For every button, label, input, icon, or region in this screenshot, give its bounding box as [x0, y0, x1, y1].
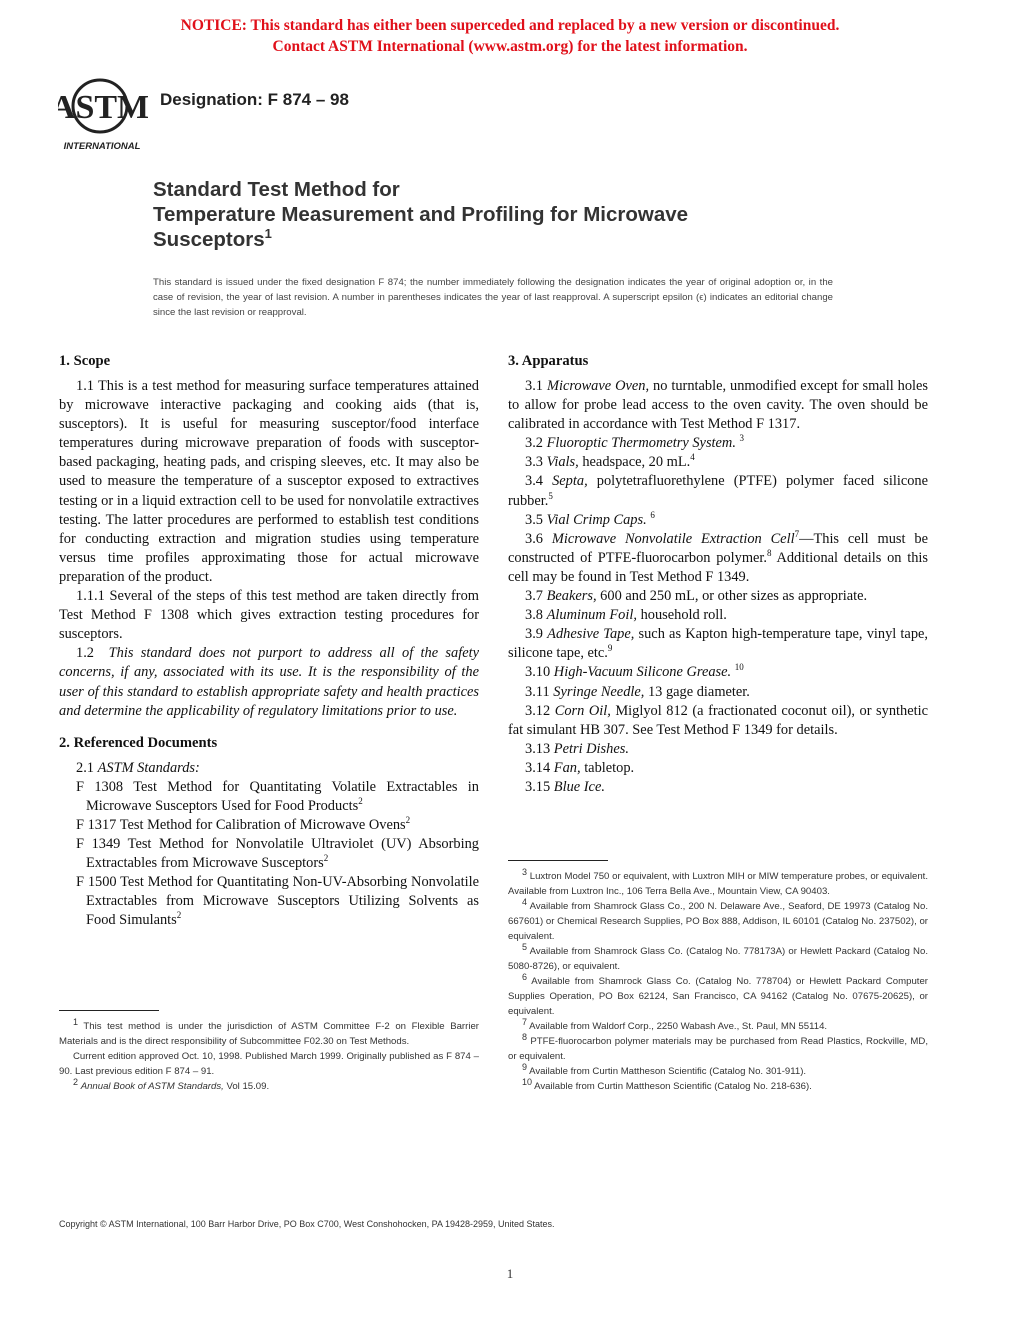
footnote-3: $^3$ Luxtron Model 750 or equivalent, with Luxtron MIH or MIW temperature probes, or equivalent. Available from Luxtron Inc., 106 Terra Bella Ave., Mountain View, CA 90403. — [508, 866, 928, 897]
footnote-9: $^9$ Available from Curtin Mattheson Scientific (Catalog No. 301-911). — [522, 1061, 807, 1077]
ref-item: F 1317 Test Method for Calibration of Microwave Ovens$^2$ — [76, 815, 411, 833]
notice-banner — [0, 15, 1020, 57]
astm-logo — [58, 74, 148, 154]
apparatus-3-2: 3.2 Fluoroptic Thermometry System. $^3$ — [525, 433, 745, 452]
notice-line-1: NOTICE: This standard has either been superceded and replaced by a new version or discontinued. — [180, 17, 840, 34]
footnote-1b: Current edition approved Oct. 10, 1998. Published March 1999. Originally published as F 874 – 90. Last previous edition F 874 – 91. — [59, 1051, 479, 1077]
footnote-1: $^1$ This test method is under the jurisdiction of ASTM Committee F-2 on Flexible Barrier Materials and is the direct responsibility of Subcommittee F02.30 on Test Methods. — [59, 1016, 479, 1047]
apparatus-3-11: 3.11 Syringe Needle, 13 gage diameter. — [525, 683, 750, 700]
ref-item: F 1308 Test Method for Quantitating Volatile Extractables in Microwave Susceptors Used for Food Products$^2$ — [76, 778, 479, 814]
apparatus-3-1: 3.1 Microwave Oven, no turntable, unmodified except for small holes to allow for probe lead access to the oven cavity. The oven should be calibrated in accordance with Test Method F 1317. — [508, 378, 929, 433]
refs-heading: 2. Referenced Documents — [59, 734, 218, 751]
apparatus-3-5: 3.5 Vial Crimp Caps. $^6$ — [525, 509, 655, 528]
apparatus-3-15: 3.15 Blue Ice. — [525, 778, 605, 795]
apparatus-3-7: 3.7 Beakers, 600 and 250 mL, or other sizes as appropriate. — [525, 588, 868, 605]
apparatus-3-12: 3.12 Corn Oil, Miglyol 812 (a fractionated coconut oil), or synthetic fat simulant HB 307. See Test Method F 1349 for details. — [508, 702, 928, 738]
refs-subheading: 2.1 ASTM Standards: — [76, 759, 200, 776]
apparatus-3-6: 3.6 Microwave Nonvolatile Extraction Cell$^7$—This cell must be constructed of PTFE-fluorocarbon polymer.$^8$ Additional details on this cell may be found in Test Method F 1349. — [508, 528, 928, 585]
scope-1-1: 1.1 This is a test method for measuring surface temperatures attained by microwave interactive packaging and cooking aids (that is, susceptors). It is useful for measuring susceptor/food interface temperatures during microwave preparation of foods with susceptor-based packaging, heating pads, and crisping sleeves, etc. It may also be used to measure the temperature of a susceptor exposed to extractives testing or in a liquid extraction cell to be used for nonvolatile extractives testing. The latter procedures are performed to establish test conditions for conducting extraction and migration studies using temperature versus time profiles approximating those for actual microwave preparation of the product. — [59, 378, 479, 585]
footnotes-left — [59, 1016, 479, 1094]
copyright: Copyright © ASTM International, 100 Barr Harbor Drive, PO Box C700, West Conshohocken, PA 19428-2959, United States. — [59, 1219, 555, 1229]
apparatus-3-14: 3.14 Fan, tabletop. — [525, 759, 635, 776]
footnote-10: $^{10}$ Available from Curtin Mattheson Scientific (Catalog No. 218-636). — [522, 1076, 812, 1092]
apparatus-3-9: 3.9 Adhesive Tape, such as Kapton high-temperature tape, vinyl tape, silicone tape, etc.$^9$ — [508, 626, 928, 662]
footnote-5: $^5$ Available from Shamrock Glass Co. (Catalog No. 778173A) or Hewlett Packard (Catalog No. 5080-8726), or equivalent. — [508, 941, 928, 972]
scope-1-1-1: 1.1.1 Several of the steps of this test method are taken directly from Test Method F 1308 which gives extraction testing procedures for susceptors. — [59, 588, 479, 643]
apparatus-heading: 3. Apparatus — [508, 353, 589, 369]
scope-1-2: 1.2 This standard does not purport to address all of the safety concerns, if any, associated with its use. It is the responsibility of the user of this standard to establish appropriate safety and health practices and determine the applicability of regulatory limitations prior to use. — [59, 645, 479, 719]
apparatus-3-8: 3.8 Aluminum Foil, household roll. — [525, 607, 727, 624]
footnote-6: $^6$ Available from Shamrock Glass Co. (Catalog No. 778704) or Hewlett Packard Computer Supplies Operation, PO Box 62124, San Francisco, CA 94162 (Catalog No. 07675-20625), or equivalent. — [508, 971, 928, 1017]
logo-text: INTERNATIONAL — [63, 141, 141, 152]
apparatus-3-4: 3.4 Septa, polytetrafluorethylene (PTFE) polymer faced silicone rubber.$^5$ — [508, 473, 928, 509]
intro-paragraph: This standard is issued under the fixed designation F 874; the number immediately following the designation indicates the year of original adoption or, in the case of revision, the year of last revision. A number in parentheses indicates the year of last reapproval. A superscript epsilon (ϵ) indicates an editorial change since the last revision or reapproval. — [153, 277, 833, 318]
footnote-7: $^7$ Available from Waldorf Corp., 2250 Wabash Ave., St. Paul, MN 55114. — [522, 1016, 828, 1032]
footnote-2: $^2$ Annual Book of ASTM Standards, Vol 15.09. — [73, 1076, 270, 1092]
footnote-8: $^8$ PTFE-fluorocarbon polymer materials may be purchased from Read Plastics, Rockville, MD, or equivalent. — [508, 1031, 928, 1062]
refs-list — [59, 778, 479, 931]
title-line-3: Susceptors — [153, 228, 265, 251]
title-line-2: Temperature Measurement and Profiling for Microwave — [153, 203, 689, 226]
footnote-rule-left — [59, 1010, 159, 1011]
footnote-4: $^4$ Available from Shamrock Glass Co., 200 N. Delaware Ave., Seaford, DE 19973 (Catalog No. 667601) or Chemical Research Supplies, PO Box 888, Addison, IL 60101 (Catalog No. 237502), or equivalent. — [508, 896, 928, 942]
title-footnote-mark: 1 — [264, 226, 272, 242]
footnotes-right — [508, 866, 928, 1094]
apparatus-3-10: 3.10 High-Vacuum Silicone Grease. $^{10}$ — [525, 662, 744, 681]
title-line-1: Standard Test Method for — [153, 178, 400, 201]
scope-heading: 1. Scope — [59, 353, 111, 369]
designation: Designation: F 874 – 98 — [160, 90, 349, 109]
ref-item: F 1349 Test Method for Nonvolatile Ultraviolet (UV) Absorbing Extractables from Microwave Susceptors$^2$ — [76, 836, 479, 872]
notice-line-2: Contact ASTM International (www.astm.org) for the latest information. — [272, 38, 748, 55]
astm-logo-icon — [58, 74, 148, 154]
ref-item: F 1500 Test Method for Quantitating Non-UV-Absorbing Nonvolatile Extractables from Microwave Susceptors Utilizing Solvents as Food Simulants$^2$ — [76, 874, 479, 929]
apparatus-3-3: 3.3 Vials, headspace, 20 mL.$^4$ — [525, 452, 695, 471]
document-title — [153, 177, 913, 252]
apparatus-3-13: 3.13 Petri Dishes. — [525, 740, 629, 757]
right-column — [508, 352, 928, 797]
page-number: 1 — [506, 1266, 514, 1281]
logo-mark: ASTM — [58, 89, 148, 126]
footnote-rule-right — [508, 860, 608, 861]
left-column — [59, 352, 479, 931]
